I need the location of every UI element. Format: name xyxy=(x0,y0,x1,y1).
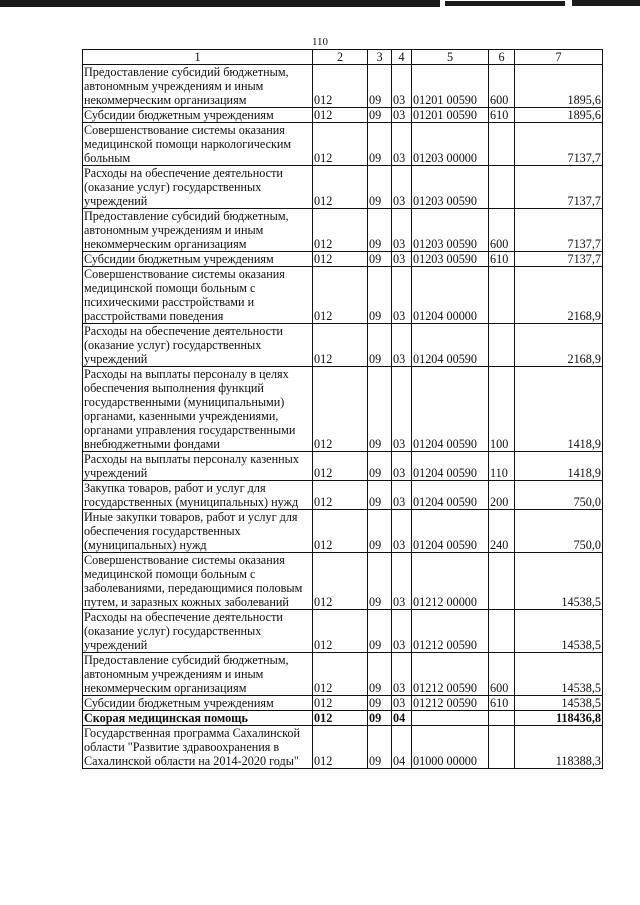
section-code-cell: 09 xyxy=(368,726,392,769)
amount-cell: 750,0 xyxy=(515,481,603,510)
admin-code-cell: 012 xyxy=(313,553,368,610)
row-name-cell: Государственная программа Сахалинской области "Развитие здравоохранения в Сахалинской области на 2014-2020 годы" xyxy=(83,726,313,769)
section-code-cell: 09 xyxy=(368,267,392,324)
admin-code-cell: 012 xyxy=(313,209,368,252)
expense-type-cell: 610 xyxy=(489,108,515,123)
amount-cell: 14538,5 xyxy=(515,653,603,696)
table-row xyxy=(83,367,603,452)
row-name-cell: Закупка товаров, работ и услуг для государственных (муниципальных) нужд xyxy=(83,481,313,510)
expense-type-cell: 610 xyxy=(489,252,515,267)
amount-cell: 14538,5 xyxy=(515,610,603,653)
section-code-cell: 09 xyxy=(368,324,392,367)
row-name-cell: Расходы на выплаты персоналу казенных учреждений xyxy=(83,452,313,481)
amount-cell: 118436,8 xyxy=(515,711,603,726)
target-article-cell: 01203 00000 xyxy=(412,123,489,166)
admin-code-cell: 012 xyxy=(313,726,368,769)
expense-type-cell xyxy=(489,553,515,610)
target-article-cell: 01212 00590 xyxy=(412,653,489,696)
row-name-cell: Субсидии бюджетным учреждениям xyxy=(83,696,313,711)
section-code-cell: 09 xyxy=(368,510,392,553)
amount-cell: 14538,5 xyxy=(515,553,603,610)
row-name-cell: Расходы на обеспечение деятельности (оказание услуг) государственных учреждений xyxy=(83,324,313,367)
scan-edge-bar xyxy=(445,1,565,6)
section-code-cell: 09 xyxy=(368,367,392,452)
expense-type-cell: 100 xyxy=(489,367,515,452)
section-code-cell: 09 xyxy=(368,65,392,108)
section-code-cell: 09 xyxy=(368,553,392,610)
amount-cell: 118388,3 xyxy=(515,726,603,769)
expense-type-cell: 200 xyxy=(489,481,515,510)
expense-type-cell xyxy=(489,123,515,166)
admin-code-cell: 012 xyxy=(313,166,368,209)
table-row xyxy=(83,610,603,653)
column-header: 7 xyxy=(515,50,603,65)
admin-code-cell: 012 xyxy=(313,65,368,108)
scan-edge-bar xyxy=(0,0,440,7)
target-article-cell: 01204 00590 xyxy=(412,452,489,481)
table-row xyxy=(83,696,603,711)
target-article-cell: 01212 00000 xyxy=(412,553,489,610)
page-number: 110 xyxy=(311,36,329,48)
amount-cell: 7137,7 xyxy=(515,252,603,267)
subsection-code-cell: 03 xyxy=(392,324,412,367)
row-name-cell: Совершенствование системы оказания медицинской помощи наркологическим больным xyxy=(83,123,313,166)
row-name-cell: Субсидии бюджетным учреждениям xyxy=(83,108,313,123)
amount-cell: 1418,9 xyxy=(515,452,603,481)
table-row xyxy=(83,166,603,209)
target-article-cell: 01204 00590 xyxy=(412,481,489,510)
subsection-code-cell: 03 xyxy=(392,267,412,324)
subsection-code-cell: 03 xyxy=(392,696,412,711)
subsection-code-cell: 03 xyxy=(392,653,412,696)
admin-code-cell: 012 xyxy=(313,696,368,711)
section-code-cell: 09 xyxy=(368,252,392,267)
table-row xyxy=(83,252,603,267)
subsection-code-cell: 03 xyxy=(392,123,412,166)
section-code-cell: 09 xyxy=(368,452,392,481)
row-name-cell: Предоставление субсидий бюджетным, автономным учреждениям и иным некоммерческим организациям xyxy=(83,653,313,696)
row-name-cell: Предоставление субсидий бюджетным, автономным учреждениям и иным некоммерческим организациям xyxy=(83,209,313,252)
column-header: 1 xyxy=(83,50,313,65)
section-code-cell: 09 xyxy=(368,481,392,510)
expense-type-cell: 610 xyxy=(489,696,515,711)
expense-type-cell: 600 xyxy=(489,209,515,252)
table-row xyxy=(83,123,603,166)
section-code-cell: 09 xyxy=(368,696,392,711)
section-code-cell: 09 xyxy=(368,209,392,252)
admin-code-cell: 012 xyxy=(313,452,368,481)
amount-cell: 2168,9 xyxy=(515,267,603,324)
target-article-cell: 01204 00590 xyxy=(412,367,489,452)
row-name-cell: Расходы на выплаты персоналу в целях обеспечения выполнения функций государственными (муниципальными) органами, казенными учреждениями, органами управления государственными внебюджетными фондами xyxy=(83,367,313,452)
subsection-code-cell: 04 xyxy=(392,711,412,726)
target-article-cell xyxy=(412,711,489,726)
admin-code-cell: 012 xyxy=(313,252,368,267)
expense-type-cell: 600 xyxy=(489,65,515,108)
admin-code-cell: 012 xyxy=(313,653,368,696)
target-article-cell: 01204 00000 xyxy=(412,267,489,324)
subsection-code-cell: 03 xyxy=(392,367,412,452)
subsection-code-cell: 03 xyxy=(392,481,412,510)
target-article-cell: 01203 00590 xyxy=(412,209,489,252)
target-article-cell: 01204 00590 xyxy=(412,510,489,553)
amount-cell: 2168,9 xyxy=(515,324,603,367)
expense-type-cell xyxy=(489,166,515,209)
expense-type-cell xyxy=(489,711,515,726)
admin-code-cell: 012 xyxy=(313,324,368,367)
table-row xyxy=(83,726,603,769)
row-name-cell: Совершенствование системы оказания медицинской помощи больным с психическими расстройствами и расстройствами поведения xyxy=(83,267,313,324)
expense-type-cell: 600 xyxy=(489,653,515,696)
table-row xyxy=(83,324,603,367)
row-name-cell: Расходы на обеспечение деятельности (оказание услуг) государственных учреждений xyxy=(83,166,313,209)
expense-type-cell xyxy=(489,726,515,769)
row-name-cell: Субсидии бюджетным учреждениям xyxy=(83,252,313,267)
amount-cell: 1895,6 xyxy=(515,108,603,123)
column-header: 5 xyxy=(412,50,489,65)
admin-code-cell: 012 xyxy=(313,267,368,324)
subsection-code-cell: 03 xyxy=(392,510,412,553)
table-row xyxy=(83,481,603,510)
target-article-cell: 01212 00590 xyxy=(412,610,489,653)
column-header: 4 xyxy=(392,50,412,65)
admin-code-cell: 012 xyxy=(313,510,368,553)
amount-cell: 7137,7 xyxy=(515,123,603,166)
subsection-code-cell: 03 xyxy=(392,65,412,108)
table-row xyxy=(83,653,603,696)
budget-table xyxy=(82,49,603,769)
row-name-cell: Иные закупки товаров, работ и услуг для обеспечения государственных (муниципальных) нужд xyxy=(83,510,313,553)
table-row xyxy=(83,510,603,553)
table-row xyxy=(83,711,603,726)
admin-code-cell: 012 xyxy=(313,481,368,510)
target-article-cell: 01204 00590 xyxy=(412,324,489,367)
target-article-cell: 01212 00590 xyxy=(412,696,489,711)
subsection-code-cell: 03 xyxy=(392,553,412,610)
amount-cell: 1895,6 xyxy=(515,65,603,108)
header-row xyxy=(83,50,603,65)
amount-cell: 7137,7 xyxy=(515,166,603,209)
column-header: 6 xyxy=(489,50,515,65)
row-name-cell: Скорая медицинская помощь xyxy=(83,711,313,726)
row-name-cell: Совершенствование системы оказания медицинской помощи больным с заболеваниями, передающимися половым путем, и заразных кожных заболеваний xyxy=(83,553,313,610)
table-row xyxy=(83,108,603,123)
column-header: 3 xyxy=(368,50,392,65)
column-header: 2 xyxy=(313,50,368,65)
section-code-cell: 09 xyxy=(368,166,392,209)
subsection-code-cell: 03 xyxy=(392,108,412,123)
amount-cell: 14538,5 xyxy=(515,696,603,711)
subsection-code-cell: 03 xyxy=(392,166,412,209)
admin-code-cell: 012 xyxy=(313,108,368,123)
target-article-cell: 01203 00590 xyxy=(412,166,489,209)
admin-code-cell: 012 xyxy=(313,367,368,452)
amount-cell: 7137,7 xyxy=(515,209,603,252)
section-code-cell: 09 xyxy=(368,610,392,653)
amount-cell: 1418,9 xyxy=(515,367,603,452)
section-code-cell: 09 xyxy=(368,653,392,696)
scan-edge-bar xyxy=(572,0,640,6)
subsection-code-cell: 03 xyxy=(392,252,412,267)
target-article-cell: 01201 00590 xyxy=(412,65,489,108)
table-row xyxy=(83,209,603,252)
table-row xyxy=(83,452,603,481)
row-name-cell: Предоставление субсидий бюджетным, автономным учреждениям и иным некоммерческим организациям xyxy=(83,65,313,108)
amount-cell: 750,0 xyxy=(515,510,603,553)
table-row xyxy=(83,267,603,324)
table-row xyxy=(83,553,603,610)
section-code-cell: 09 xyxy=(368,711,392,726)
subsection-code-cell: 03 xyxy=(392,452,412,481)
target-article-cell: 01000 00000 xyxy=(412,726,489,769)
expense-type-cell xyxy=(489,324,515,367)
expense-type-cell xyxy=(489,267,515,324)
expense-type-cell: 110 xyxy=(489,452,515,481)
admin-code-cell: 012 xyxy=(313,123,368,166)
expense-type-cell xyxy=(489,610,515,653)
subsection-code-cell: 04 xyxy=(392,726,412,769)
section-code-cell: 09 xyxy=(368,123,392,166)
target-article-cell: 01203 00590 xyxy=(412,252,489,267)
admin-code-cell: 012 xyxy=(313,711,368,726)
row-name-cell: Расходы на обеспечение деятельности (оказание услуг) государственных учреждений xyxy=(83,610,313,653)
subsection-code-cell: 03 xyxy=(392,610,412,653)
admin-code-cell: 012 xyxy=(313,610,368,653)
target-article-cell: 01201 00590 xyxy=(412,108,489,123)
table-row xyxy=(83,65,603,108)
subsection-code-cell: 03 xyxy=(392,209,412,252)
expense-type-cell: 240 xyxy=(489,510,515,553)
section-code-cell: 09 xyxy=(368,108,392,123)
